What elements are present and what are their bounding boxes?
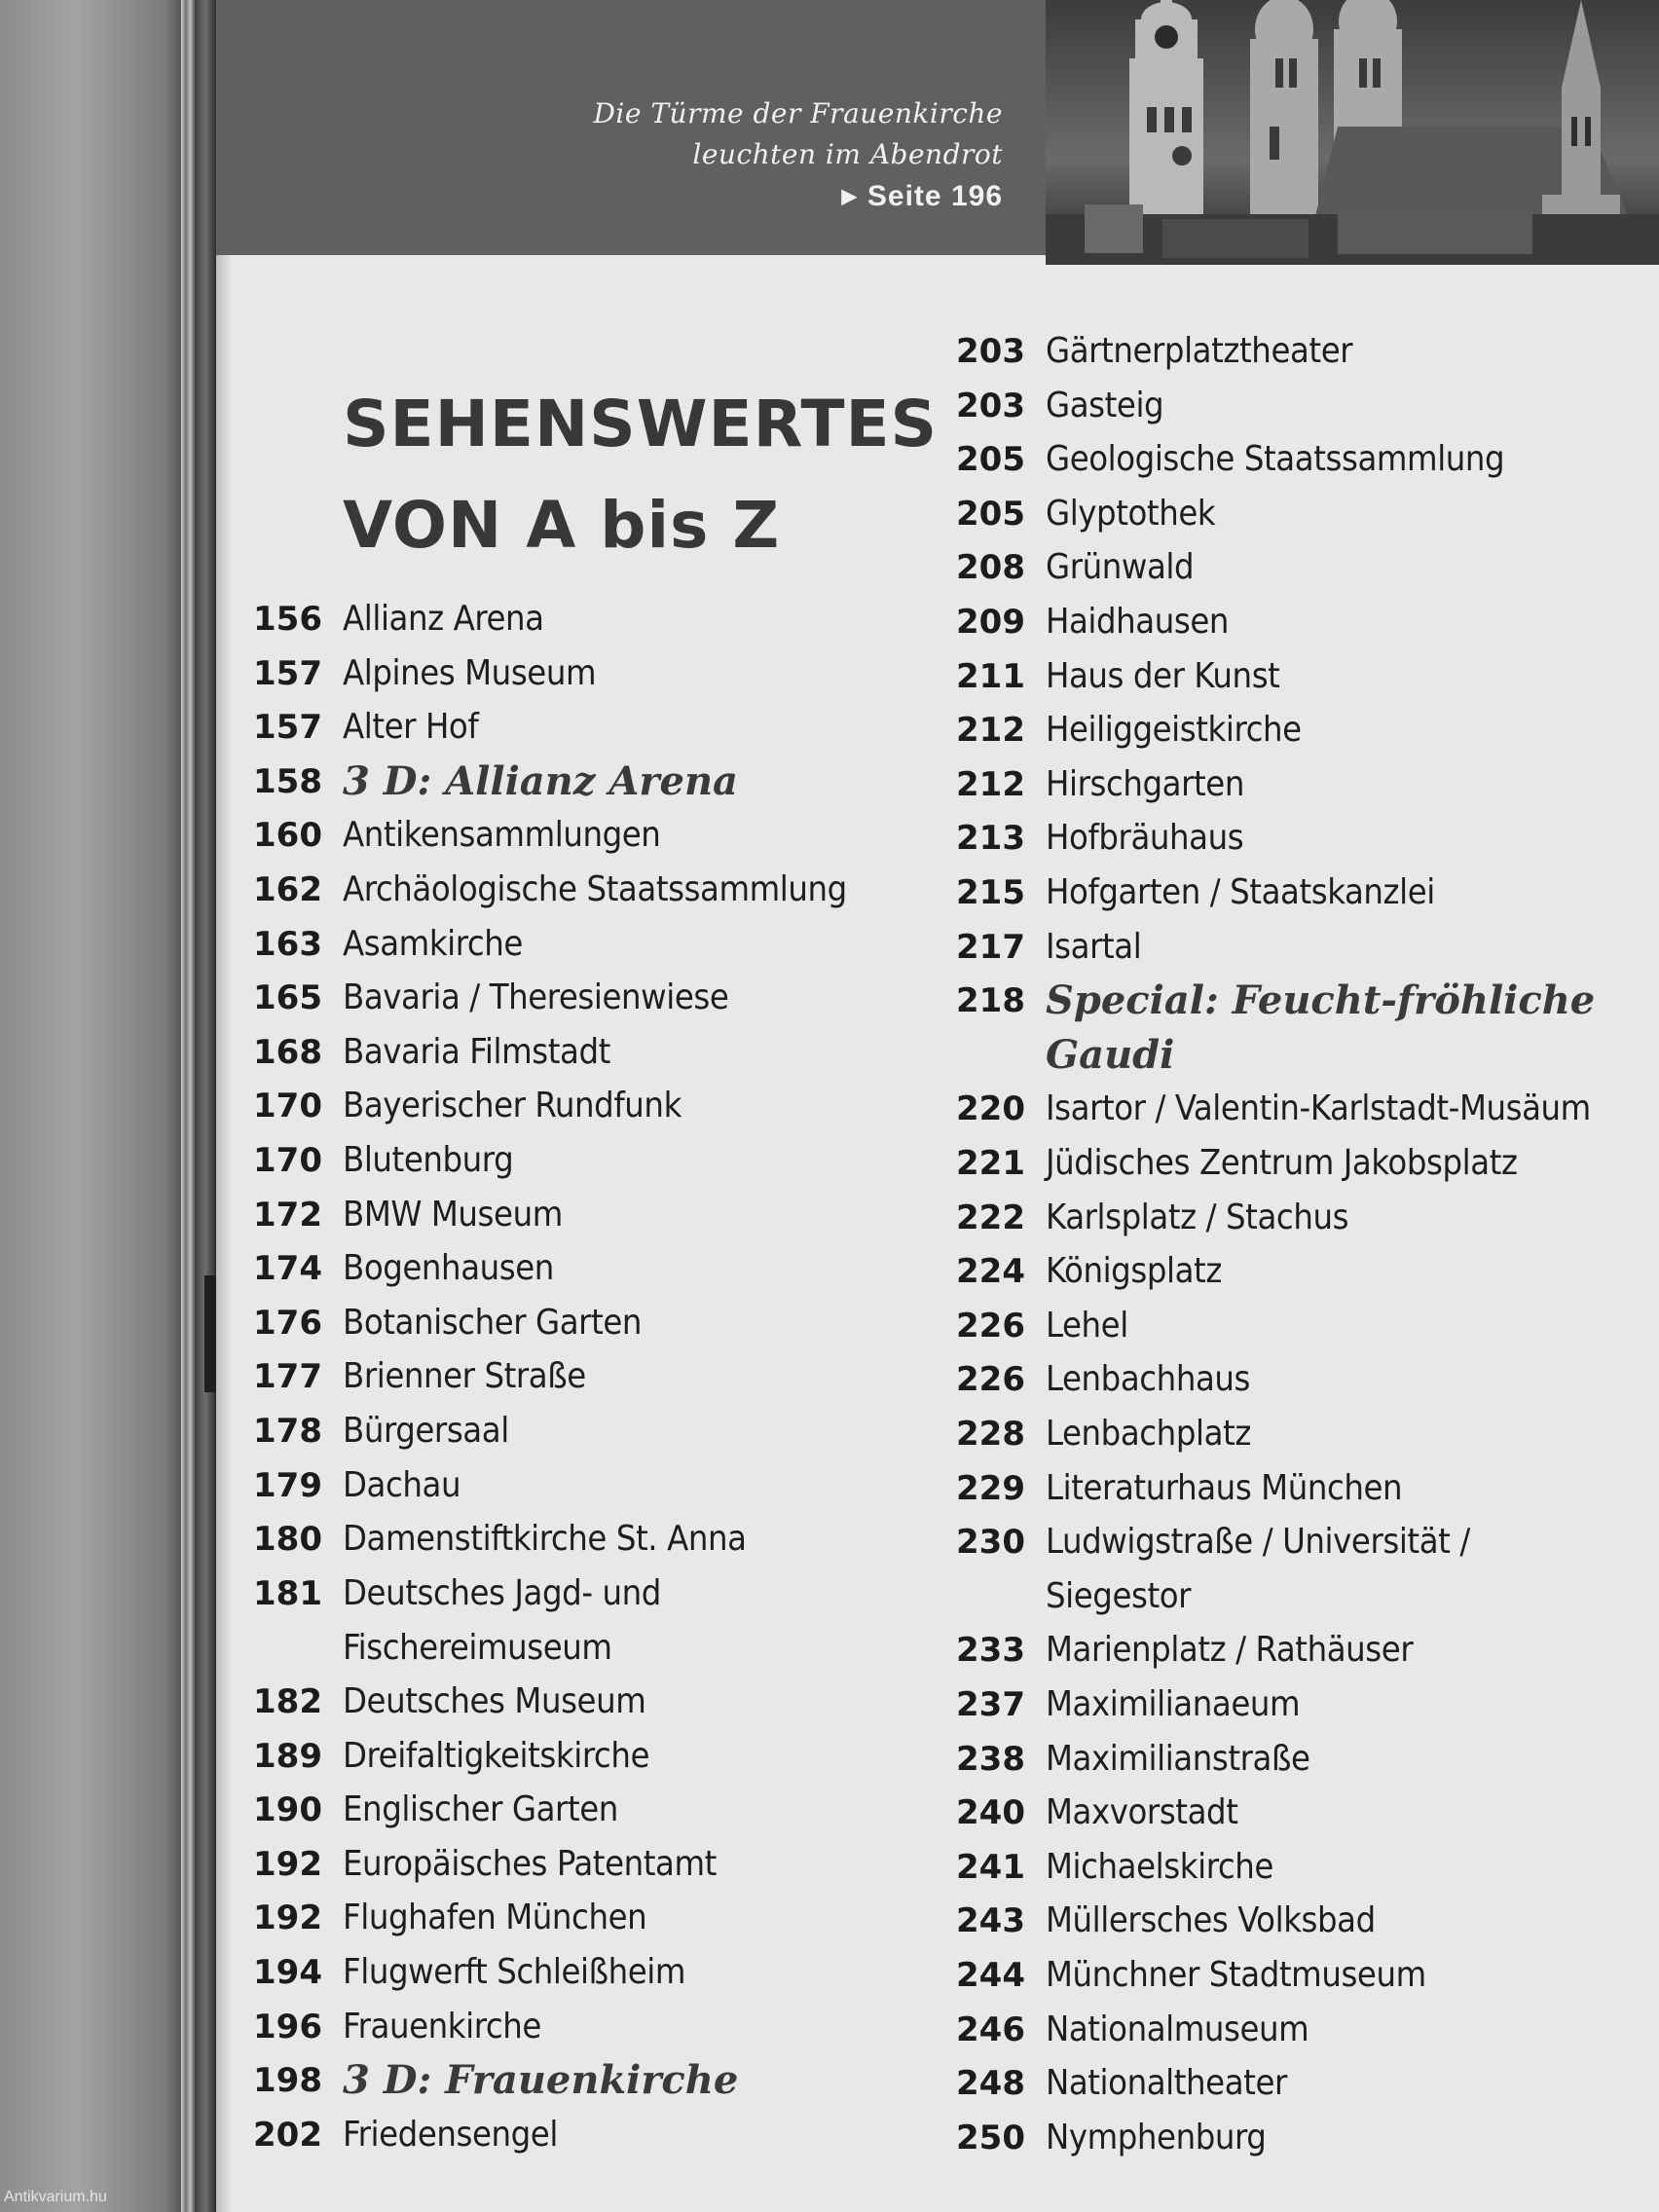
index-entry-title: Englischer Garten bbox=[343, 1789, 618, 1830]
index-entry-title: Flugwerft Schleißheim bbox=[343, 1952, 686, 1992]
index-entry-title: Lenbachplatz bbox=[1046, 1414, 1251, 1454]
index-page-number: 180 bbox=[253, 1520, 322, 1560]
index-entry-title: Botanischer Garten bbox=[343, 1302, 643, 1343]
index-page-number: 238 bbox=[956, 1739, 1025, 1779]
index-entry-title: Gärtnerplatztheater bbox=[1046, 331, 1353, 371]
index-page-number: 157 bbox=[253, 708, 322, 748]
index-entry-title: 3 D: Frauenkirche bbox=[343, 2057, 739, 2104]
index-entry-title: Dachau bbox=[343, 1464, 461, 1505]
index-page-number: 198 bbox=[253, 2061, 322, 2101]
index-entry-title: Marienplatz / Rathäuser bbox=[1046, 1630, 1414, 1671]
index-page-number: 240 bbox=[956, 1793, 1025, 1833]
index-page-number: 237 bbox=[956, 1685, 1025, 1724]
page-title bbox=[343, 374, 938, 576]
index-entry-title: Isartal bbox=[1046, 926, 1142, 967]
index-entry-title: Gasteig bbox=[1046, 385, 1164, 425]
index-page-number: 192 bbox=[253, 1899, 322, 1938]
index-entry-title: Flughafen München bbox=[343, 1898, 647, 1938]
index-entry-title: Antikensammlungen bbox=[343, 815, 661, 856]
index-entry-title: Bavaria / Theresienwiese bbox=[343, 977, 729, 1018]
index-page-number: 179 bbox=[253, 1465, 322, 1505]
index-entry-title: Bavaria Filmstadt bbox=[343, 1031, 610, 1072]
index-page-number: 211 bbox=[956, 656, 1025, 696]
index-page-number: 158 bbox=[253, 761, 322, 801]
index-entry-title: Damenstiftkirche St. Anna bbox=[343, 1519, 747, 1560]
index-entry-title: Haidhausen bbox=[1046, 602, 1230, 642]
index-entry-title: Lehel bbox=[1046, 1305, 1128, 1346]
index-entry-title: Allianz Arena bbox=[343, 599, 544, 639]
index-page-number: 248 bbox=[956, 2064, 1025, 2104]
index-page-number: 190 bbox=[253, 1790, 322, 1830]
index-page-number: 229 bbox=[956, 1468, 1025, 1508]
index-entry-title: Blutenburg bbox=[343, 1140, 514, 1180]
index-entry-title: Ludwigstraße / Universität / bbox=[1046, 1522, 1470, 1563]
index-page-number: 250 bbox=[956, 2118, 1025, 2157]
index-entry-title: Hofbräuhaus bbox=[1046, 818, 1244, 859]
index-page-number: 224 bbox=[956, 1252, 1025, 1292]
background-left bbox=[0, 0, 195, 2212]
index-entry-title: Friedensengel bbox=[343, 2114, 558, 2155]
caption-line-1: Die Türme der Frauenkirche bbox=[593, 97, 1003, 129]
index-entry-title: Literaturhaus München bbox=[1046, 1467, 1403, 1508]
index-entry-title: Glyptothek bbox=[1046, 493, 1216, 534]
index-entry-title: Müllersches Volksbad bbox=[1046, 1900, 1376, 1941]
index-page-number: 170 bbox=[253, 1087, 322, 1126]
spine-mark bbox=[204, 1275, 216, 1392]
index-page-number: 241 bbox=[956, 1847, 1025, 1887]
header-caption bbox=[458, 93, 1003, 218]
index-entry-title: Nationaltheater bbox=[1046, 2063, 1287, 2104]
index-page-number: 192 bbox=[253, 1844, 322, 1884]
index-page-number: 226 bbox=[956, 1360, 1025, 1400]
index-page-number: 163 bbox=[253, 924, 322, 964]
index-entry-title: Maximilianstraße bbox=[1046, 1738, 1310, 1779]
caption-line-2: leuchten im Abendrot bbox=[692, 138, 1003, 170]
index-entry-title: Nationalmuseum bbox=[1046, 2009, 1309, 2049]
index-entry-title: Brienner Straße bbox=[343, 1356, 586, 1397]
index-entry-title: Lenbachhaus bbox=[1046, 1359, 1251, 1400]
index-entry-title: Haus der Kunst bbox=[1046, 655, 1280, 696]
index-entry-title-continued: Siegestor bbox=[1046, 1576, 1192, 1617]
index-page-number: 174 bbox=[253, 1249, 322, 1289]
index-page-number: 165 bbox=[253, 978, 322, 1018]
index-page-number: 244 bbox=[956, 1956, 1025, 1995]
header-photo-frauenkirche bbox=[1046, 0, 1659, 265]
index-page-number: 156 bbox=[253, 600, 322, 639]
index-page-number: 205 bbox=[956, 440, 1025, 480]
index-entry-title: Alpines Museum bbox=[343, 652, 597, 693]
index-page-number: 177 bbox=[253, 1357, 322, 1397]
index-entry-title: Alter Hof bbox=[343, 707, 479, 748]
triangle-arrow-icon: ▶ bbox=[841, 186, 858, 207]
index-entry-title: Dreifaltigkeitskirche bbox=[343, 1735, 650, 1776]
index-entry-title: Jüdisches Zentrum Jakobsplatz bbox=[1046, 1143, 1518, 1183]
index-page-number: 208 bbox=[956, 548, 1025, 588]
index-entry-title: Heiliggeistkirche bbox=[1046, 710, 1302, 751]
index-entry-title: Maximilianaeum bbox=[1046, 1684, 1301, 1724]
index-page-number: 215 bbox=[956, 873, 1025, 912]
index-page-number: 194 bbox=[253, 1953, 322, 1992]
index-entry-title: Isartor / Valentin-Karlstadt-Musäum bbox=[1046, 1088, 1591, 1129]
index-page-number: 228 bbox=[956, 1415, 1025, 1454]
index-page-number: 205 bbox=[956, 494, 1025, 534]
index-entry-title: Special: Feucht-fröhliche bbox=[1046, 977, 1596, 1024]
book-spine bbox=[195, 0, 216, 2212]
index-entry-title: Archäologische Staatssammlung bbox=[343, 869, 847, 909]
index-entry-title-continued: Gaudi bbox=[1046, 1032, 1175, 1079]
caption-page-reference bbox=[458, 175, 1003, 218]
index-page-number: 162 bbox=[253, 870, 322, 909]
index-page-number: 209 bbox=[956, 603, 1025, 642]
index-page-number: 217 bbox=[956, 927, 1025, 967]
index-entry-title: Frauenkirche bbox=[343, 2006, 541, 2046]
index-entry-title: Deutsches Museum bbox=[343, 1681, 646, 1721]
title-line-1: SEHENSWERTES bbox=[343, 387, 939, 461]
index-page-number: 246 bbox=[956, 2009, 1025, 2049]
title-line-2: VON A bis Z bbox=[343, 488, 781, 563]
index-page-number: 181 bbox=[253, 1573, 322, 1613]
index-page-number: 157 bbox=[253, 653, 322, 693]
index-page-number: 196 bbox=[253, 2007, 322, 2046]
page-shadow bbox=[216, 255, 232, 2212]
index-entry-title: Hirschgarten bbox=[1046, 763, 1244, 804]
index-entry-title: Münchner Stadtmuseum bbox=[1046, 1955, 1426, 1995]
index-page-number: 213 bbox=[956, 819, 1025, 859]
index-entry-title: Bürgersaal bbox=[343, 1411, 509, 1451]
index-page-number: 168 bbox=[253, 1032, 322, 1072]
index-page-number: 202 bbox=[253, 2115, 322, 2155]
index-page-number: 243 bbox=[956, 1901, 1025, 1941]
watermark: Antikvarium.hu bbox=[4, 2189, 107, 2205]
index-page-number: 212 bbox=[956, 711, 1025, 751]
index-page-number: 203 bbox=[956, 332, 1025, 371]
index-entry-title: Grünwald bbox=[1046, 547, 1195, 588]
index-page-number: 230 bbox=[956, 1523, 1025, 1563]
index-page-number: 172 bbox=[253, 1195, 322, 1235]
index-entry-title: Bogenhausen bbox=[343, 1248, 554, 1289]
index-page-number: 189 bbox=[253, 1736, 322, 1776]
index-entry-title: Europäisches Patentamt bbox=[343, 1843, 717, 1884]
index-page-number: 226 bbox=[956, 1306, 1025, 1346]
index-entry-title: Karlsplatz / Stachus bbox=[1046, 1197, 1349, 1237]
index-page-number: 221 bbox=[956, 1144, 1025, 1183]
index-entry-title: Bayerischer Rundfunk bbox=[343, 1086, 682, 1126]
index-entry-title: Geologische Staatssammlung bbox=[1046, 439, 1505, 480]
index-page-number: 170 bbox=[253, 1141, 322, 1180]
index-entry-title-continued: Fischereimuseum bbox=[343, 1627, 612, 1668]
index-entry-title: Maxvorstadt bbox=[1046, 1792, 1238, 1833]
index-page-number: 218 bbox=[956, 981, 1025, 1021]
index-page-number: 176 bbox=[253, 1303, 322, 1343]
index-entry-title: 3 D: Allianz Arena bbox=[343, 757, 738, 804]
index-page-number: 212 bbox=[956, 764, 1025, 804]
index-entry-title: Königsplatz bbox=[1046, 1251, 1222, 1292]
index-entry-title: Deutsches Jagd- und bbox=[343, 1572, 661, 1613]
index-page-number: 160 bbox=[253, 816, 322, 856]
index-entry-title: Michaelskirche bbox=[1046, 1846, 1273, 1887]
index-page-number: 182 bbox=[253, 1682, 322, 1721]
index-page-number: 178 bbox=[253, 1412, 322, 1451]
index-page-number: 233 bbox=[956, 1631, 1025, 1671]
index-page-number: 203 bbox=[956, 386, 1025, 425]
skyline-image bbox=[1046, 0, 1659, 265]
index-entry-title: Asamkirche bbox=[343, 923, 523, 964]
caption-link-text: Seite 196 bbox=[866, 180, 1003, 212]
index-page-number: 222 bbox=[956, 1198, 1025, 1237]
book-edge bbox=[181, 0, 195, 2212]
index-entry-title: Hofgarten / Staatskanzlei bbox=[1046, 872, 1435, 912]
index-page-number: 220 bbox=[956, 1089, 1025, 1129]
index-entry-title: Nymphenburg bbox=[1046, 2117, 1267, 2157]
index-entry-title: BMW Museum bbox=[343, 1194, 563, 1235]
